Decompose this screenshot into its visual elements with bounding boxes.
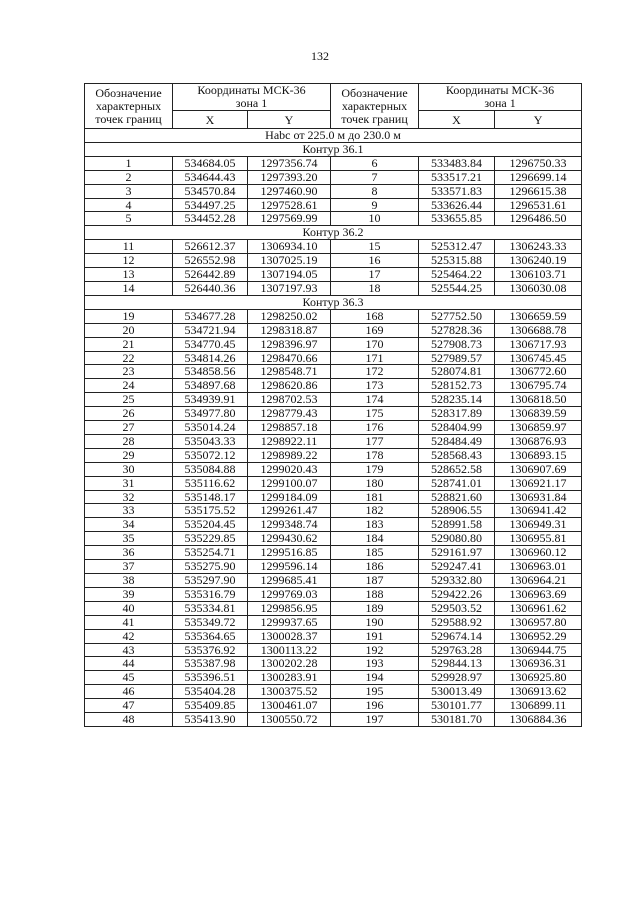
y-value: 1300550.72	[248, 713, 331, 727]
x-value: 528152.73	[419, 379, 495, 393]
x-value: 526612.37	[173, 240, 248, 254]
y-value: 1306859.97	[495, 421, 582, 435]
x-value: 534684.05	[173, 156, 248, 170]
x-value: 535254.71	[173, 546, 248, 560]
point-number: 24	[85, 379, 173, 393]
y-value: 1298922.11	[248, 434, 331, 448]
table-row	[85, 671, 582, 685]
point-number: 44	[85, 657, 173, 671]
table-row	[85, 434, 582, 448]
y-value: 1296486.50	[495, 212, 582, 226]
x-value: 529503.52	[419, 601, 495, 615]
x-value: 535334.81	[173, 601, 248, 615]
x-value: 528652.58	[419, 462, 495, 476]
y-value: 1306818.50	[495, 393, 582, 407]
y-value: 1306921.17	[495, 476, 582, 490]
y-value: 1300283.91	[248, 671, 331, 685]
point-number: 19	[85, 309, 173, 323]
x-value: 529674.14	[419, 629, 495, 643]
y-value: 1296615.38	[495, 184, 582, 198]
point-number: 37	[85, 560, 173, 574]
x-value: 529161.97	[419, 546, 495, 560]
x-value: 535116.62	[173, 476, 248, 490]
y-value: 1298857.18	[248, 421, 331, 435]
table-row	[85, 532, 582, 546]
point-number: 32	[85, 490, 173, 504]
x-value: 528991.58	[419, 518, 495, 532]
point-number: 33	[85, 504, 173, 518]
point-number: 186	[331, 560, 419, 574]
point-number: 194	[331, 671, 419, 685]
y-value: 1306941.42	[495, 504, 582, 518]
section-title: Контур 36.3	[85, 295, 582, 309]
point-number: 38	[85, 574, 173, 588]
point-number: 172	[331, 365, 419, 379]
y-value: 1306893.15	[495, 448, 582, 462]
table-row	[85, 476, 582, 490]
y-value: 1297356.74	[248, 156, 331, 170]
y-value: 1299856.95	[248, 601, 331, 615]
y-header: Y	[495, 111, 582, 129]
point-number: 6	[331, 156, 419, 170]
x-value: 527989.57	[419, 351, 495, 365]
point-number: 4	[85, 198, 173, 212]
y-value: 1299261.47	[248, 504, 331, 518]
x-value: 535175.52	[173, 504, 248, 518]
point-number: 171	[331, 351, 419, 365]
x-header: X	[419, 111, 495, 129]
point-number: 177	[331, 434, 419, 448]
table-row	[85, 629, 582, 643]
point-label-header: Обозначение характерных точек границ	[331, 84, 419, 129]
point-number: 197	[331, 713, 419, 727]
page-number: 132	[311, 49, 329, 63]
x-value: 530181.70	[419, 713, 495, 727]
x-value: 535404.28	[173, 685, 248, 699]
y-value: 1306103.71	[495, 268, 582, 282]
point-number: 22	[85, 351, 173, 365]
x-value: 526440.36	[173, 281, 248, 295]
x-value: 535072.12	[173, 448, 248, 462]
table-row	[85, 393, 582, 407]
section-title: Контур 36.2	[85, 226, 582, 240]
table-row	[85, 379, 582, 393]
table-row	[85, 587, 582, 601]
x-value: 535349.72	[173, 615, 248, 629]
y-value: 1298620.86	[248, 379, 331, 393]
x-value: 535275.90	[173, 560, 248, 574]
y-value: 1297393.20	[248, 170, 331, 184]
point-number: 26	[85, 407, 173, 421]
table-row	[85, 281, 582, 295]
y-value: 1306899.11	[495, 699, 582, 713]
x-value: 533483.84	[419, 156, 495, 170]
coords-header: Координаты МСК-36 зона 1	[173, 84, 331, 111]
table-row	[85, 713, 582, 727]
y-value: 1298318.87	[248, 323, 331, 337]
x-value: 534677.28	[173, 309, 248, 323]
x-value: 528906.55	[419, 504, 495, 518]
y-value: 1297528.61	[248, 198, 331, 212]
point-number: 188	[331, 587, 419, 601]
point-number: 181	[331, 490, 419, 504]
table-row	[85, 170, 582, 184]
x-value: 535204.45	[173, 518, 248, 532]
table-row	[85, 198, 582, 212]
x-value: 535376.92	[173, 643, 248, 657]
x-value: 529588.92	[419, 615, 495, 629]
y-value: 1297460.90	[248, 184, 331, 198]
section-row	[85, 129, 582, 143]
point-number: 15	[331, 240, 419, 254]
x-value: 530101.77	[419, 699, 495, 713]
point-number: 178	[331, 448, 419, 462]
point-number: 20	[85, 323, 173, 337]
table-row	[85, 421, 582, 435]
table-row	[85, 212, 582, 226]
y-value: 1298396.97	[248, 337, 331, 351]
point-number: 17	[331, 268, 419, 282]
y-value: 1306913.62	[495, 685, 582, 699]
x-value: 534452.28	[173, 212, 248, 226]
y-value: 1306934.10	[248, 240, 331, 254]
x-value: 529928.97	[419, 671, 495, 685]
table-row	[85, 685, 582, 699]
table-row	[85, 351, 582, 365]
y-value: 1298470.66	[248, 351, 331, 365]
point-number: 169	[331, 323, 419, 337]
y-value: 1298779.43	[248, 407, 331, 421]
point-number: 196	[331, 699, 419, 713]
table-row	[85, 268, 582, 282]
point-number: 40	[85, 601, 173, 615]
y-value: 1300202.28	[248, 657, 331, 671]
point-number: 29	[85, 448, 173, 462]
point-number: 31	[85, 476, 173, 490]
table-row	[85, 601, 582, 615]
table-row	[85, 657, 582, 671]
y-value: 1306952.29	[495, 629, 582, 643]
point-number: 191	[331, 629, 419, 643]
section-row	[85, 295, 582, 309]
y-value: 1298548.71	[248, 365, 331, 379]
x-value: 533571.83	[419, 184, 495, 198]
point-number: 10	[331, 212, 419, 226]
x-value: 535396.51	[173, 671, 248, 685]
table-row	[85, 365, 582, 379]
y-value: 1306884.36	[495, 713, 582, 727]
point-number: 36	[85, 546, 173, 560]
point-number: 168	[331, 309, 419, 323]
point-number: 16	[331, 254, 419, 268]
y-value: 1298702.53	[248, 393, 331, 407]
table-row	[85, 184, 582, 198]
section-row	[85, 226, 582, 240]
y-value: 1306659.59	[495, 309, 582, 323]
point-number: 180	[331, 476, 419, 490]
y-value: 1306243.33	[495, 240, 582, 254]
x-value: 535148.17	[173, 490, 248, 504]
y-value: 1300028.37	[248, 629, 331, 643]
x-value: 535043.33	[173, 434, 248, 448]
x-value: 535297.90	[173, 574, 248, 588]
point-number: 42	[85, 629, 173, 643]
y-value: 1306936.31	[495, 657, 582, 671]
table-row	[85, 407, 582, 421]
y-value: 1307194.05	[248, 268, 331, 282]
y-value: 1306839.59	[495, 407, 582, 421]
y-value: 1306955.81	[495, 532, 582, 546]
x-value: 534814.26	[173, 351, 248, 365]
point-number: 47	[85, 699, 173, 713]
x-value: 527908.73	[419, 337, 495, 351]
point-number: 183	[331, 518, 419, 532]
table-row	[85, 490, 582, 504]
coords-header: Координаты МСК-36 зона 1	[419, 84, 582, 111]
y-value: 1306907.69	[495, 462, 582, 476]
table-row	[85, 518, 582, 532]
point-number: 34	[85, 518, 173, 532]
table-body	[85, 129, 582, 727]
point-number: 7	[331, 170, 419, 184]
table-row	[85, 699, 582, 713]
y-value: 1306960.12	[495, 546, 582, 560]
point-number: 187	[331, 574, 419, 588]
x-value: 525464.22	[419, 268, 495, 282]
x-value: 525312.47	[419, 240, 495, 254]
x-value: 535364.65	[173, 629, 248, 643]
table-row	[85, 448, 582, 462]
y-value: 1299020.43	[248, 462, 331, 476]
y-value: 1296750.33	[495, 156, 582, 170]
x-value: 528484.49	[419, 434, 495, 448]
point-number: 21	[85, 337, 173, 351]
point-number: 192	[331, 643, 419, 657]
x-value: 534721.94	[173, 323, 248, 337]
x-value: 528317.89	[419, 407, 495, 421]
y-value: 1298250.02	[248, 309, 331, 323]
point-number: 1	[85, 156, 173, 170]
y-value: 1306944.75	[495, 643, 582, 657]
x-value: 535387.98	[173, 657, 248, 671]
y-value: 1296699.14	[495, 170, 582, 184]
x-value: 533517.21	[419, 170, 495, 184]
point-number: 179	[331, 462, 419, 476]
point-number: 190	[331, 615, 419, 629]
y-value: 1307197.93	[248, 281, 331, 295]
x-value: 529763.28	[419, 643, 495, 657]
table-row	[85, 323, 582, 337]
point-number: 176	[331, 421, 419, 435]
x-value: 535084.88	[173, 462, 248, 476]
y-value: 1306030.08	[495, 281, 582, 295]
point-number: 195	[331, 685, 419, 699]
point-number: 184	[331, 532, 419, 546]
point-number: 11	[85, 240, 173, 254]
point-number: 35	[85, 532, 173, 546]
point-number: 185	[331, 546, 419, 560]
table-row	[85, 337, 582, 351]
point-number: 170	[331, 337, 419, 351]
y-value: 1300375.52	[248, 685, 331, 699]
coordinates-table	[84, 83, 582, 727]
y-value: 1299937.65	[248, 615, 331, 629]
y-value: 1299348.74	[248, 518, 331, 532]
point-number: 173	[331, 379, 419, 393]
x-value: 529332.80	[419, 574, 495, 588]
point-number: 9	[331, 198, 419, 212]
point-number: 8	[331, 184, 419, 198]
x-header: X	[173, 111, 248, 129]
x-value: 535229.85	[173, 532, 248, 546]
x-value: 526442.89	[173, 268, 248, 282]
table-row	[85, 643, 582, 657]
point-number: 175	[331, 407, 419, 421]
point-number: 3	[85, 184, 173, 198]
y-value: 1306772.60	[495, 365, 582, 379]
x-value: 534644.43	[173, 170, 248, 184]
x-value: 528568.43	[419, 448, 495, 462]
point-number: 182	[331, 504, 419, 518]
x-value: 535014.24	[173, 421, 248, 435]
x-value: 529844.13	[419, 657, 495, 671]
table-row	[85, 615, 582, 629]
x-value: 526552.98	[173, 254, 248, 268]
x-value: 534977.80	[173, 407, 248, 421]
y-value: 1306925.80	[495, 671, 582, 685]
section-row	[85, 142, 582, 156]
y-value: 1306688.78	[495, 323, 582, 337]
y-value: 1299596.14	[248, 560, 331, 574]
x-value: 530013.49	[419, 685, 495, 699]
y-value: 1306876.93	[495, 434, 582, 448]
x-value: 529247.41	[419, 560, 495, 574]
x-value: 533626.44	[419, 198, 495, 212]
x-value: 534858.56	[173, 365, 248, 379]
y-value: 1306717.93	[495, 337, 582, 351]
x-value: 535409.85	[173, 699, 248, 713]
point-number: 46	[85, 685, 173, 699]
y-value: 1306963.69	[495, 587, 582, 601]
x-value: 525315.88	[419, 254, 495, 268]
point-number: 189	[331, 601, 419, 615]
x-value: 527828.36	[419, 323, 495, 337]
y-value: 1306240.19	[495, 254, 582, 268]
y-value: 1306963.01	[495, 560, 582, 574]
y-value: 1298989.22	[248, 448, 331, 462]
x-value: 534497.25	[173, 198, 248, 212]
table-row	[85, 574, 582, 588]
y-value: 1306964.21	[495, 574, 582, 588]
point-number: 193	[331, 657, 419, 671]
y-value: 1299516.85	[248, 546, 331, 560]
x-value: 534897.68	[173, 379, 248, 393]
point-label-header: Обозначение характерных точек границ	[85, 84, 173, 129]
x-value: 535413.90	[173, 713, 248, 727]
y-value: 1306957.80	[495, 615, 582, 629]
point-number: 43	[85, 643, 173, 657]
y-value: 1299184.09	[248, 490, 331, 504]
section-title: Контур 36.1	[85, 142, 582, 156]
x-value: 528404.99	[419, 421, 495, 435]
y-value: 1306745.45	[495, 351, 582, 365]
point-number: 23	[85, 365, 173, 379]
point-number: 14	[85, 281, 173, 295]
x-value: 527752.50	[419, 309, 495, 323]
x-value: 533655.85	[419, 212, 495, 226]
y-header: Y	[248, 111, 331, 129]
point-number: 5	[85, 212, 173, 226]
x-value: 534770.45	[173, 337, 248, 351]
point-number: 28	[85, 434, 173, 448]
point-number: 13	[85, 268, 173, 282]
x-value: 528821.60	[419, 490, 495, 504]
point-number: 27	[85, 421, 173, 435]
y-value: 1306931.84	[495, 490, 582, 504]
y-value: 1306795.74	[495, 379, 582, 393]
table-row	[85, 254, 582, 268]
table-row	[85, 309, 582, 323]
section-title: Нabс от 225.0 м до 230.0 м	[85, 129, 582, 143]
y-value: 1296531.61	[495, 198, 582, 212]
point-number: 25	[85, 393, 173, 407]
x-value: 534939.91	[173, 393, 248, 407]
y-value: 1299685.41	[248, 574, 331, 588]
y-value: 1299769.03	[248, 587, 331, 601]
y-value: 1297569.99	[248, 212, 331, 226]
point-number: 48	[85, 713, 173, 727]
table-row	[85, 546, 582, 560]
table-row	[85, 240, 582, 254]
x-value: 528741.01	[419, 476, 495, 490]
table-row	[85, 462, 582, 476]
y-value: 1306961.62	[495, 601, 582, 615]
x-value: 529422.26	[419, 587, 495, 601]
table-row	[85, 156, 582, 170]
x-value: 534570.84	[173, 184, 248, 198]
point-number: 41	[85, 615, 173, 629]
x-value: 528074.81	[419, 365, 495, 379]
point-number: 18	[331, 281, 419, 295]
x-value: 525544.25	[419, 281, 495, 295]
point-number: 2	[85, 170, 173, 184]
x-value: 529080.80	[419, 532, 495, 546]
y-value: 1306949.31	[495, 518, 582, 532]
y-value: 1300113.22	[248, 643, 331, 657]
point-number: 45	[85, 671, 173, 685]
point-number: 39	[85, 587, 173, 601]
point-number: 12	[85, 254, 173, 268]
point-number: 30	[85, 462, 173, 476]
table-row	[85, 504, 582, 518]
point-number: 174	[331, 393, 419, 407]
x-value: 535316.79	[173, 587, 248, 601]
y-value: 1299100.07	[248, 476, 331, 490]
y-value: 1307025.19	[248, 254, 331, 268]
table-row	[85, 560, 582, 574]
y-value: 1299430.62	[248, 532, 331, 546]
y-value: 1300461.07	[248, 699, 331, 713]
x-value: 528235.14	[419, 393, 495, 407]
